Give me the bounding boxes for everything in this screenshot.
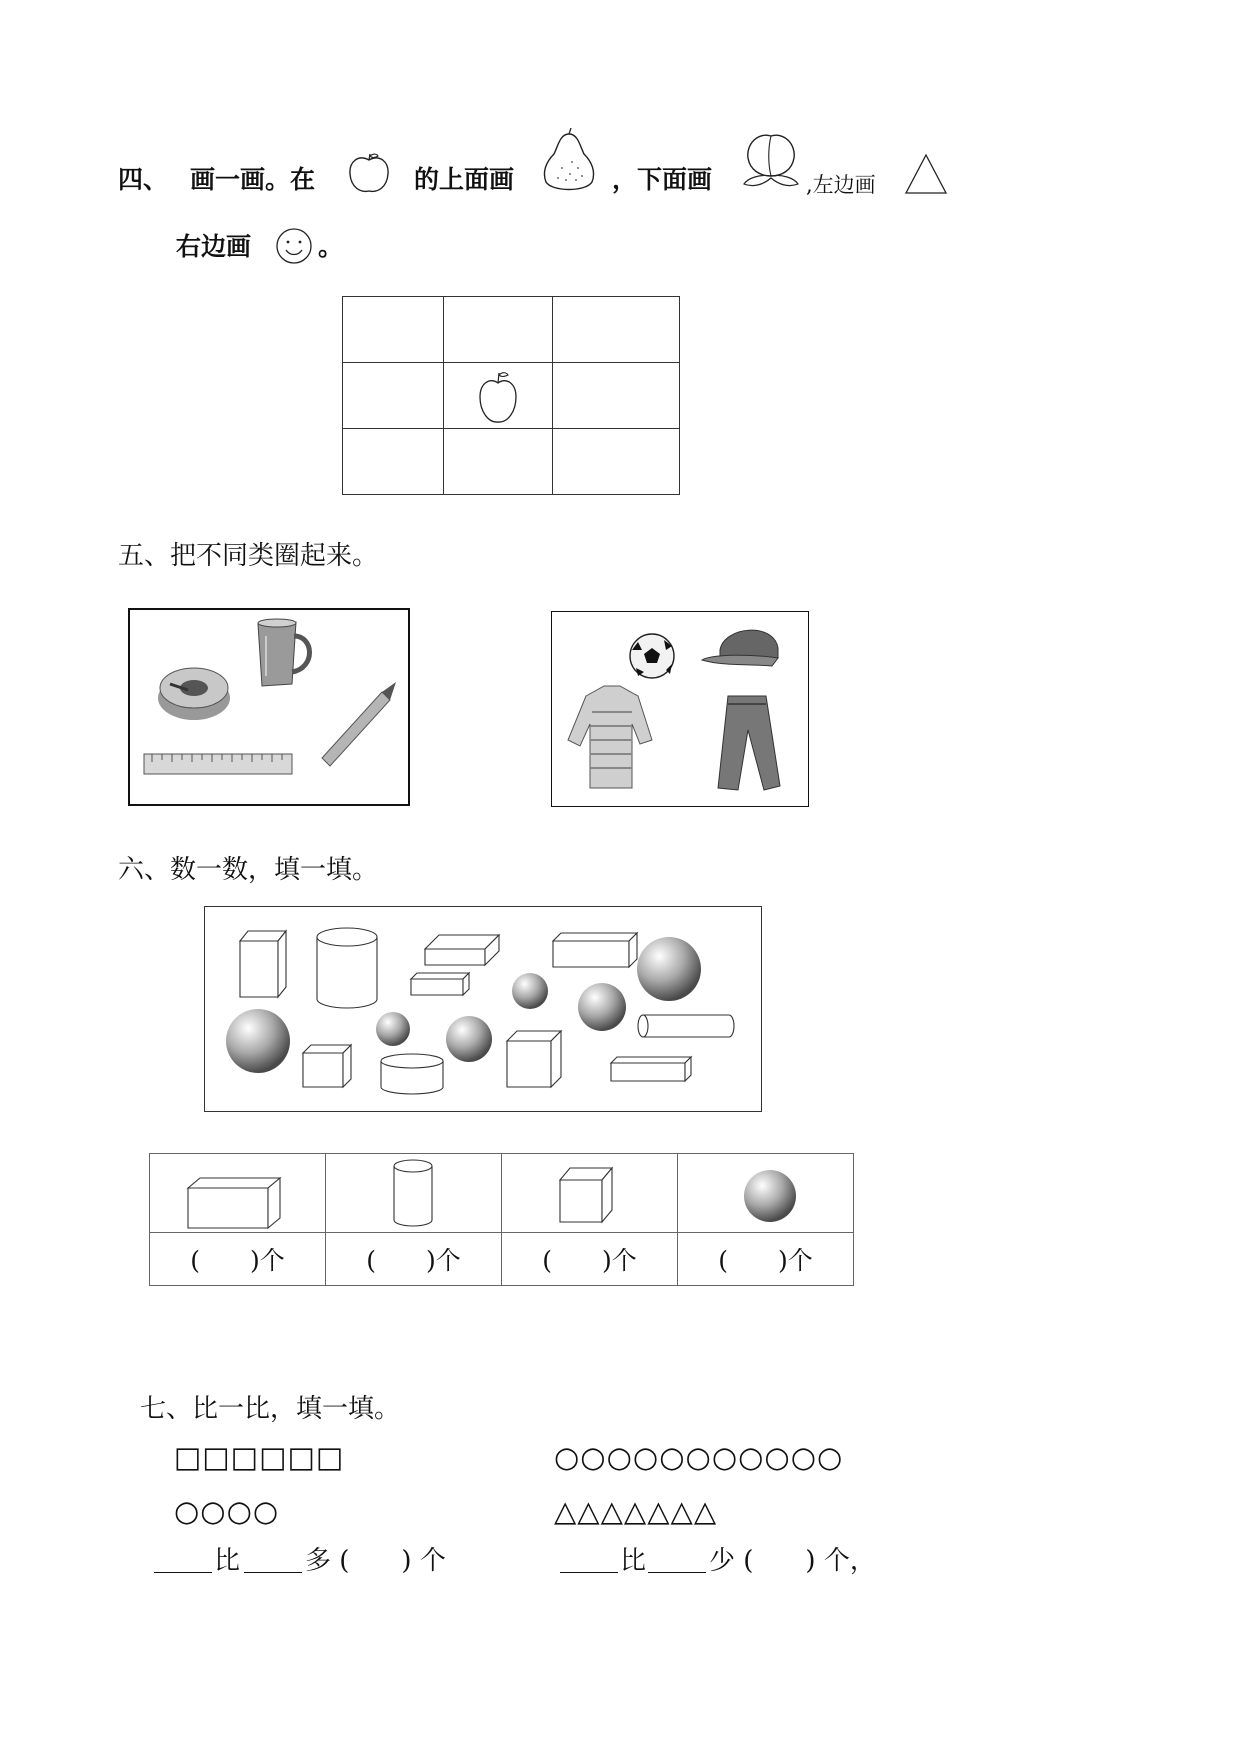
section4-text-6: 。 xyxy=(318,232,344,261)
grid-cell-bottom-center[interactable] xyxy=(444,429,553,495)
grid-cell-top-center[interactable] xyxy=(444,297,553,363)
sphere-shape xyxy=(637,937,701,1001)
sphere-shape xyxy=(578,983,626,1031)
cuboid-shape xyxy=(611,1057,691,1081)
apple-icon xyxy=(346,150,392,196)
circles-row-long: ○○○○○○○○○○○ xyxy=(554,1440,844,1474)
cuboid-header-cell xyxy=(150,1154,326,1233)
cylinder-shape xyxy=(326,1154,501,1232)
cylinder-shape xyxy=(638,1015,734,1037)
sphere-shape xyxy=(376,1012,410,1046)
section5-title: 五、把不同类圈起来。 xyxy=(118,541,379,571)
pear-icon xyxy=(536,128,602,194)
grid-cell-top-right[interactable] xyxy=(553,297,680,363)
count-table xyxy=(149,1153,854,1286)
cylinder-header-cell xyxy=(326,1154,502,1233)
grid-cell-middle-left[interactable] xyxy=(343,363,444,429)
solids-picture xyxy=(204,906,762,1112)
compare-right-bi: 比 xyxy=(620,1546,647,1576)
cylinder-shape xyxy=(381,1054,443,1094)
cube-header-cell xyxy=(502,1154,678,1233)
peach-icon xyxy=(738,128,804,194)
section7-title: 七、比一比，填一填。 xyxy=(140,1394,401,1424)
compare-left-more: 多 ( ) 个 xyxy=(305,1546,446,1576)
triangle-icon xyxy=(904,152,948,196)
cube-count-field[interactable]: ( )个 xyxy=(502,1233,678,1286)
smiley-icon xyxy=(274,226,314,266)
cuboid-shape xyxy=(240,931,286,997)
grid-cell-bottom-left[interactable] xyxy=(343,429,444,495)
section4-text-1: 画一画。在 xyxy=(190,165,316,194)
grid-cell-center xyxy=(444,363,553,429)
compare-left-blank-2[interactable] xyxy=(244,1572,302,1573)
cuboid-count-field[interactable]: ( )个 xyxy=(150,1233,326,1286)
cuboid-shape xyxy=(553,933,637,967)
compare-left-blank-1[interactable] xyxy=(154,1572,212,1573)
cylinder-shape xyxy=(317,928,377,1008)
sphere-shape xyxy=(446,1016,492,1062)
cube-shape xyxy=(507,1031,561,1087)
sphere-header-cell xyxy=(678,1154,854,1233)
grid-cell-bottom-right[interactable] xyxy=(553,429,680,495)
section4-text-4: ,左边画 xyxy=(806,173,876,197)
cube-shape xyxy=(303,1045,351,1087)
section4-text-2: 的上面画 xyxy=(414,165,515,194)
section4-text-5: 右边画 xyxy=(176,232,252,261)
picture-box-stationery xyxy=(128,608,410,806)
section6-title: 六、数一数，填一填。 xyxy=(118,855,379,885)
apple-icon xyxy=(444,363,552,428)
cuboid-shape xyxy=(425,935,499,965)
cube-shape xyxy=(502,1154,677,1232)
pencil-icon[interactable] xyxy=(322,682,396,766)
mug-icon[interactable] xyxy=(258,619,310,686)
pencil-sharpener-icon[interactable] xyxy=(158,668,230,720)
squares-row: □□□□□□ xyxy=(174,1440,345,1474)
cylinder-count-field[interactable]: ( )个 xyxy=(326,1233,502,1286)
cap-icon[interactable] xyxy=(702,630,778,666)
sphere-shape xyxy=(512,973,548,1009)
grid-cell-middle-right[interactable] xyxy=(553,363,680,429)
trousers-icon[interactable] xyxy=(718,696,780,790)
picture-box-clothing xyxy=(551,611,809,807)
cuboid-shape xyxy=(411,973,469,995)
sphere-count-field[interactable]: ( )个 xyxy=(678,1233,854,1286)
section4-text-3: ，下面画 xyxy=(612,165,713,194)
compare-right-blank-2[interactable] xyxy=(648,1572,706,1573)
compare-right-less: 少 ( ) 个， xyxy=(709,1546,876,1576)
drawing-grid xyxy=(342,296,680,495)
section4-number: 四、 xyxy=(118,165,169,194)
sphere-shape xyxy=(226,1009,290,1073)
soccer-ball-icon[interactable] xyxy=(630,634,674,678)
ruler-icon[interactable] xyxy=(144,754,292,774)
compare-left-bi: 比 xyxy=(214,1546,241,1576)
cuboid-shape xyxy=(150,1154,325,1232)
sweater-icon[interactable] xyxy=(568,686,652,788)
triangles-row: △△△△△△△ xyxy=(554,1494,718,1528)
sphere-shape xyxy=(678,1154,853,1232)
circles-row-short: ○○○○ xyxy=(174,1494,280,1528)
grid-cell-top-left[interactable] xyxy=(343,297,444,363)
compare-right-blank-1[interactable] xyxy=(560,1572,618,1573)
